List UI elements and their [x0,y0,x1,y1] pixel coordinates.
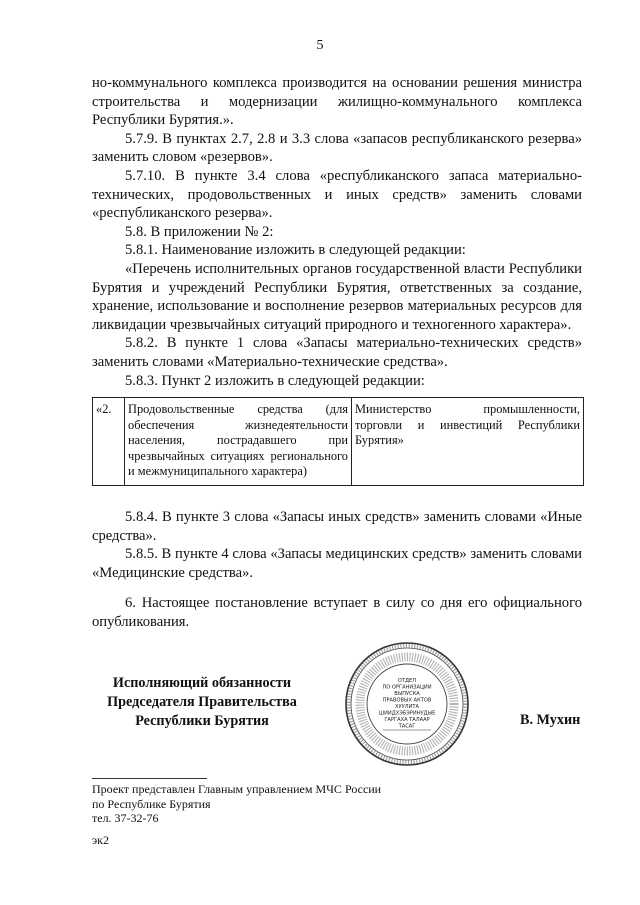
paragraph-5-8-5: 5.8.5. В пункте 4 слова «Запасы медицинских средств» заменить словами «Медицинские средства». [92,546,582,581]
footnote-line: по Республике Бурятия [92,796,211,811]
table-cell-responsible: Министерство промышленности, торговли и инвестиций Республики Бурятия» [352,398,584,486]
footnote-divider [92,778,207,779]
seal-text: ПО ОРГАНИЗАЦИИ [382,684,432,691]
document-body [92,74,582,390]
page-number: 5 [316,38,324,53]
paragraph-continuation: но-коммунального комплекса производится на основании решения министра строительства и модернизации жилищно-коммунального комплекса Республики Бурятия.». [92,75,582,129]
paragraph-5-8-1: 5.8.1. Наименование изложить в следующей редакции: [125,242,466,259]
table-cell-resource: Продовольственные средства (для обеспечения жизнедеятельности населения, пострадавшего при чрезвычайных ситуациях регионального и межмуниципального характера) [125,398,352,486]
seal-text: ХУУЛИТА [395,704,419,710]
paragraph-5-8: 5.8. В приложении № 2: [125,223,274,240]
seal-text: ГАРГАХА ТАЛААР [384,717,430,723]
seal-text: ПРАВОВЫХ АКТОВ [382,697,432,704]
paragraph-5-8-3: 5.8.3. Пункт 2 изложить в следующей редакции: [125,372,425,389]
paragraph-6: 6. Настоящее постановление вступает в силу со дня его официального опубликования. [92,595,582,630]
paragraph-5-8-2: 5.8.2. В пункте 1 слова «Запасы материально-технических средств» заменить словами «Материально-технические средства». [92,335,582,370]
signatory-title-line: Исполняющий обязанности [112,675,292,691]
signatory-title-line: Председателя Правительства [107,694,297,710]
amendment-table [92,397,584,486]
final-clause [92,594,582,631]
seal-text: ОТДЕЛ [397,678,417,684]
paragraph-5-7-10: 5.7.10. В пункте 3.4 слова «республиканского запаса материально-технических, продовольственных и иных средств» заменить словами «республиканского резерва». [92,167,582,222]
paragraph-5-7-9: 5.7.9. В пунктах 2.7, 2.8 и 3.3 слова «запасов республиканского резерва» заменить словом «резервов». [92,130,582,166]
seal-text: ТАСАГ [398,723,416,730]
table-row [93,398,584,486]
paragraph-5-8-4: 5.8.4. В пункте 3 слова «Запасы иных средств» заменить словами «Иные средства». [92,509,582,544]
footnote-line: тел. 37-32-76 [92,811,159,826]
seal-text: ШИИДХЭБЭРИНУДЫЕ [378,710,436,717]
official-seal-icon [343,640,471,768]
document-code: эк2 [92,833,109,847]
paragraph-list-title: «Перечень исполнительных органов государственной власти Республики Бурятия и учреждений Республики Бурятия, ответственных за создание, хранение, использование и восполнение резервов материальных ресурсов для ликвидации чрезвычайных ситуаций природного и техногенного характера». [92,260,582,333]
signatory-name: В. Мухин [520,712,581,728]
table-cell-number: «2. [93,398,125,486]
document-body-after-table [92,508,582,582]
signatory-title [92,674,312,731]
signatory-title-line: Республики Бурятия [135,713,269,729]
seal-text: ВЫПУСКА [394,691,420,697]
footnote-line: Проект представлен Главным управлением МЧС России [92,782,382,796]
footnote [92,782,381,826]
